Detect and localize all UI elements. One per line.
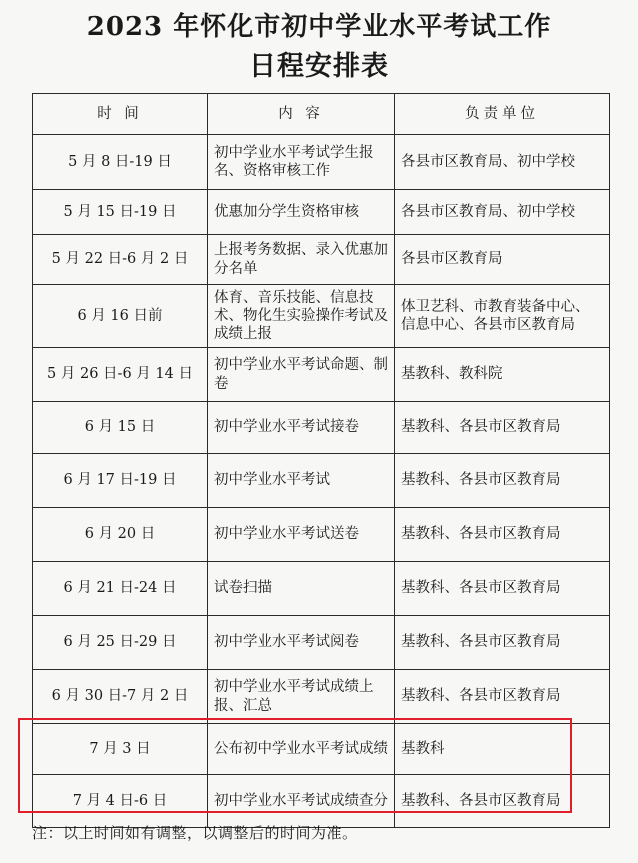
time-cell: 6 月 30 日-7 月 2 日 <box>33 670 208 724</box>
title-line-1: 2023 年怀化市初中学业水平考试工作 <box>86 12 552 42</box>
unit-cell: 基教科、各县市区教育局 <box>395 562 610 616</box>
header-content: 内 容 <box>208 94 395 135</box>
content-cell: 初中学业水平考试成绩查分 <box>208 775 395 828</box>
header-unit: 负责单位 <box>395 94 610 135</box>
table-row <box>33 190 610 235</box>
unit-cell: 基教科、各县市区教育局 <box>395 616 610 670</box>
table-row <box>33 616 610 670</box>
time-cell: 5 月 26 日-6 月 14 日 <box>33 348 208 402</box>
time-cell: 5 月 22 日-6 月 2 日 <box>33 235 208 285</box>
table-row <box>33 285 610 348</box>
unit-cell: 基教科、教科院 <box>395 348 610 402</box>
content-cell: 初中学业水平考试学生报名、资格审核工作 <box>208 135 395 190</box>
table-row <box>33 348 610 402</box>
unit-cell: 各县市区教育局、初中学校 <box>395 135 610 190</box>
content-cell: 初中学业水平考试接卷 <box>208 402 395 454</box>
table-row <box>33 562 610 616</box>
highlight-box <box>18 718 572 813</box>
table-row <box>33 670 610 724</box>
content-cell: 公布初中学业水平考试成绩 <box>208 724 395 775</box>
time-cell: 6 月 21 日-24 日 <box>33 562 208 616</box>
time-cell: 6 月 16 日前 <box>33 285 208 348</box>
unit-cell: 基教科 <box>395 724 610 775</box>
content-cell: 初中学业水平考试阅卷 <box>208 616 395 670</box>
content-cell: 初中学业水平考试成绩上报、汇总 <box>208 670 395 724</box>
time-cell: 7 月 4 日-6 日 <box>33 775 208 828</box>
table-row <box>33 508 610 562</box>
unit-cell: 体卫艺科、市教育装备中心、信息中心、各县市区教育局 <box>395 285 610 348</box>
content-cell: 优惠加分学生资格审核 <box>208 190 395 235</box>
time-cell: 5 月 8 日-19 日 <box>33 135 208 190</box>
table-row <box>33 135 610 190</box>
header-time: 时 间 <box>33 94 208 135</box>
header-row <box>33 94 610 135</box>
table-row <box>33 454 610 508</box>
title-line-2: 日程安排表 <box>249 51 389 82</box>
time-cell: 7 月 3 日 <box>33 724 208 775</box>
time-cell: 6 月 25 日-29 日 <box>33 616 208 670</box>
time-cell: 6 月 15 日 <box>33 402 208 454</box>
content-cell: 初中学业水平考试送卷 <box>208 508 395 562</box>
unit-cell: 基教科、各县市区教育局 <box>395 775 610 828</box>
content-cell: 初中学业水平考试命题、制卷 <box>208 348 395 402</box>
unit-cell: 各县市区教育局、初中学校 <box>395 190 610 235</box>
content-cell: 上报考务数据、录入优惠加分名单 <box>208 235 395 285</box>
unit-cell: 基教科、各县市区教育局 <box>395 670 610 724</box>
unit-cell: 基教科、各县市区教育局 <box>395 454 610 508</box>
unit-cell: 基教科、各县市区教育局 <box>395 508 610 562</box>
unit-cell: 各县市区教育局 <box>395 235 610 285</box>
unit-cell: 基教科、各县市区教育局 <box>395 402 610 454</box>
footnote: 注：以上时间如有调整，以调整后的时间为准。 <box>32 824 358 842</box>
time-cell: 6 月 17 日-19 日 <box>33 454 208 508</box>
content-cell: 初中学业水平考试 <box>208 454 395 508</box>
table-row <box>33 402 610 454</box>
content-cell: 试卷扫描 <box>208 562 395 616</box>
time-cell: 5 月 15 日-19 日 <box>33 190 208 235</box>
content-cell: 体育、音乐技能、信息技术、物化生实验操作考试及成绩上报 <box>208 285 395 348</box>
time-cell: 6 月 20 日 <box>33 508 208 562</box>
table-row <box>33 235 610 285</box>
